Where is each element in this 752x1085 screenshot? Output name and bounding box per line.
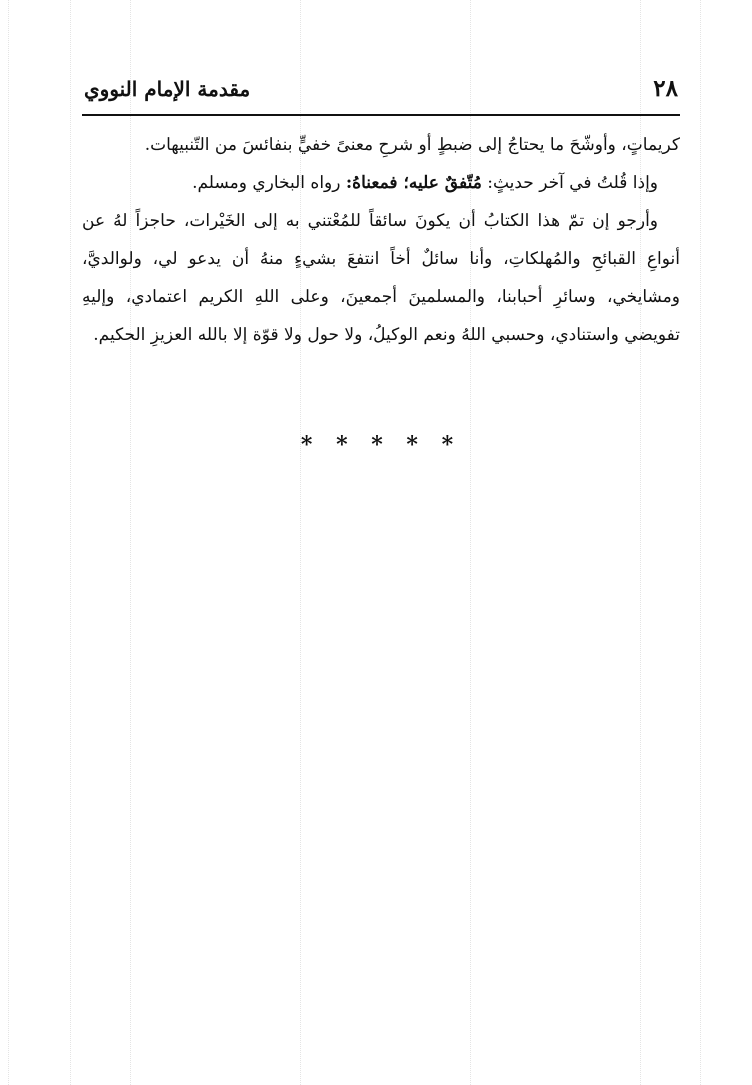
- paragraph-2-intro: وإذا قُلتُ في آخر حديثٍ:: [487, 173, 658, 193]
- scan-guide-line: [700, 0, 701, 1085]
- header-divider: [82, 114, 680, 116]
- running-title: مقدمة الإمام النووي: [84, 77, 251, 101]
- page-body: [82, 126, 680, 354]
- scan-guide-line: [8, 0, 9, 1085]
- paragraph-2-meaning: رواه البخاري ومسلم.: [192, 173, 341, 193]
- scan-guide-line: [70, 0, 71, 1085]
- section-end-ornament: * * * * *: [300, 432, 462, 458]
- paragraph-3: وأرجو إن تمّ هذا الكتابُ أن يكونَ سائقاً للمُعْتني به إلى الخَيْرات، حاجزاً لهُ عن أنواعِ القبائحِ والمُهلكاتِ، وأنا سائلٌ أخاً انتفعَ بشيءٍ منهُ أن يدعو لي، ولوالديَّ، ومشايخي، وسائرِ أحبابنا، والمسلمينَ أجمعينَ، وعلى اللهِ الكريم اعتمادي، وإليهِ تفويضي واستنادي، وحسبي اللهُ ونعم الوكيلُ، ولا حول ولا قوّة إلا بالله العزيزِ الحكيم.: [82, 211, 680, 345]
- page-number: ٢٨: [653, 75, 678, 102]
- paragraph-1: كريماتٍ، وأوشّحَ ما يحتاجُ إلى ضبطٍ أو شرحِ معنىً خفيٍّ بنفائسَ من التّنبيهات.: [144, 135, 680, 155]
- page-header: [82, 72, 680, 106]
- paragraph-2: [82, 164, 680, 202]
- paragraph-2-term: مُتّفقٌ عليه؛ فمعناهُ:: [345, 173, 482, 193]
